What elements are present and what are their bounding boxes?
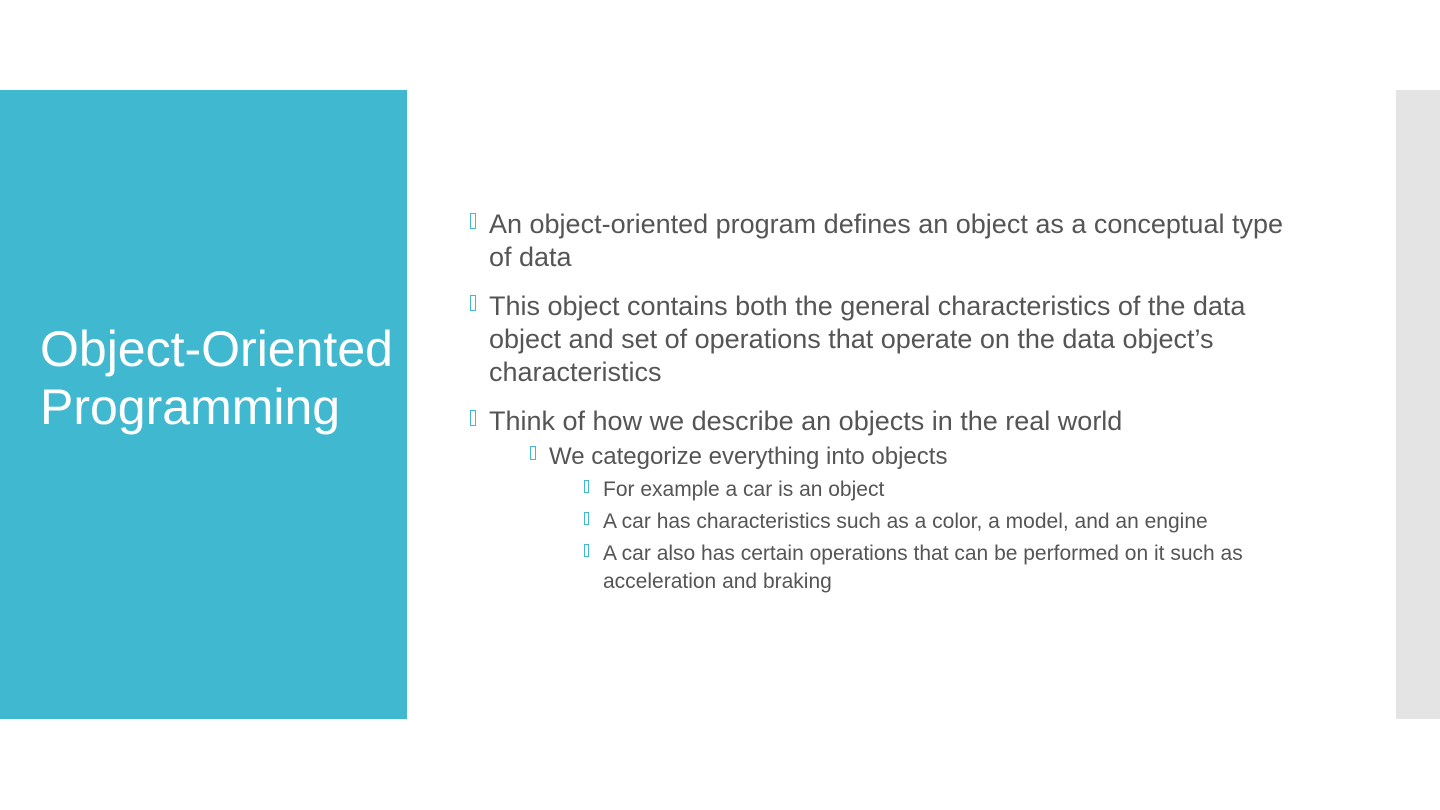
bullet-marker-icon xyxy=(584,480,589,493)
bullet-item xyxy=(468,290,1308,389)
bullet-item xyxy=(468,208,1308,274)
sub-sub-bullet-item xyxy=(582,508,1308,536)
bullet-marker-icon xyxy=(584,544,589,557)
bullet-text: Think of how we describe an objects in the real world xyxy=(489,406,1123,436)
sub-sub-bullet-text: A car has characteristics such as a color, a model, and an engine xyxy=(603,510,1208,533)
bullet-marker-icon xyxy=(470,295,476,311)
slide-content xyxy=(468,208,1308,600)
bullet-text: An object-oriented program defines an object as a conceptual type of data xyxy=(489,209,1283,272)
slide-title: Object-Oriented Programming xyxy=(40,321,393,435)
sub-sub-bullet-text: For example a car is an object xyxy=(603,478,885,501)
bullet-marker-icon xyxy=(584,512,589,525)
bullet-marker-icon xyxy=(530,446,536,460)
bullet-marker-icon xyxy=(470,410,476,426)
sub-sub-bullet-text: A car also has certain operations that can be performed on it such as acceleration and braking xyxy=(603,542,1243,593)
sub-sub-bullet-item xyxy=(582,476,1308,504)
bullet-item xyxy=(468,405,1308,438)
bullet-marker-icon xyxy=(470,213,476,229)
right-decorative-strip xyxy=(1396,90,1440,719)
sub-bullet-item xyxy=(528,442,1308,472)
sub-sub-bullet-item xyxy=(582,540,1308,596)
bullet-text: This object contains both the general characteristics of the data object and set of operations that operate on the data object’s characteristics xyxy=(489,291,1246,387)
sub-bullet-text: We categorize everything into objects xyxy=(549,443,948,470)
